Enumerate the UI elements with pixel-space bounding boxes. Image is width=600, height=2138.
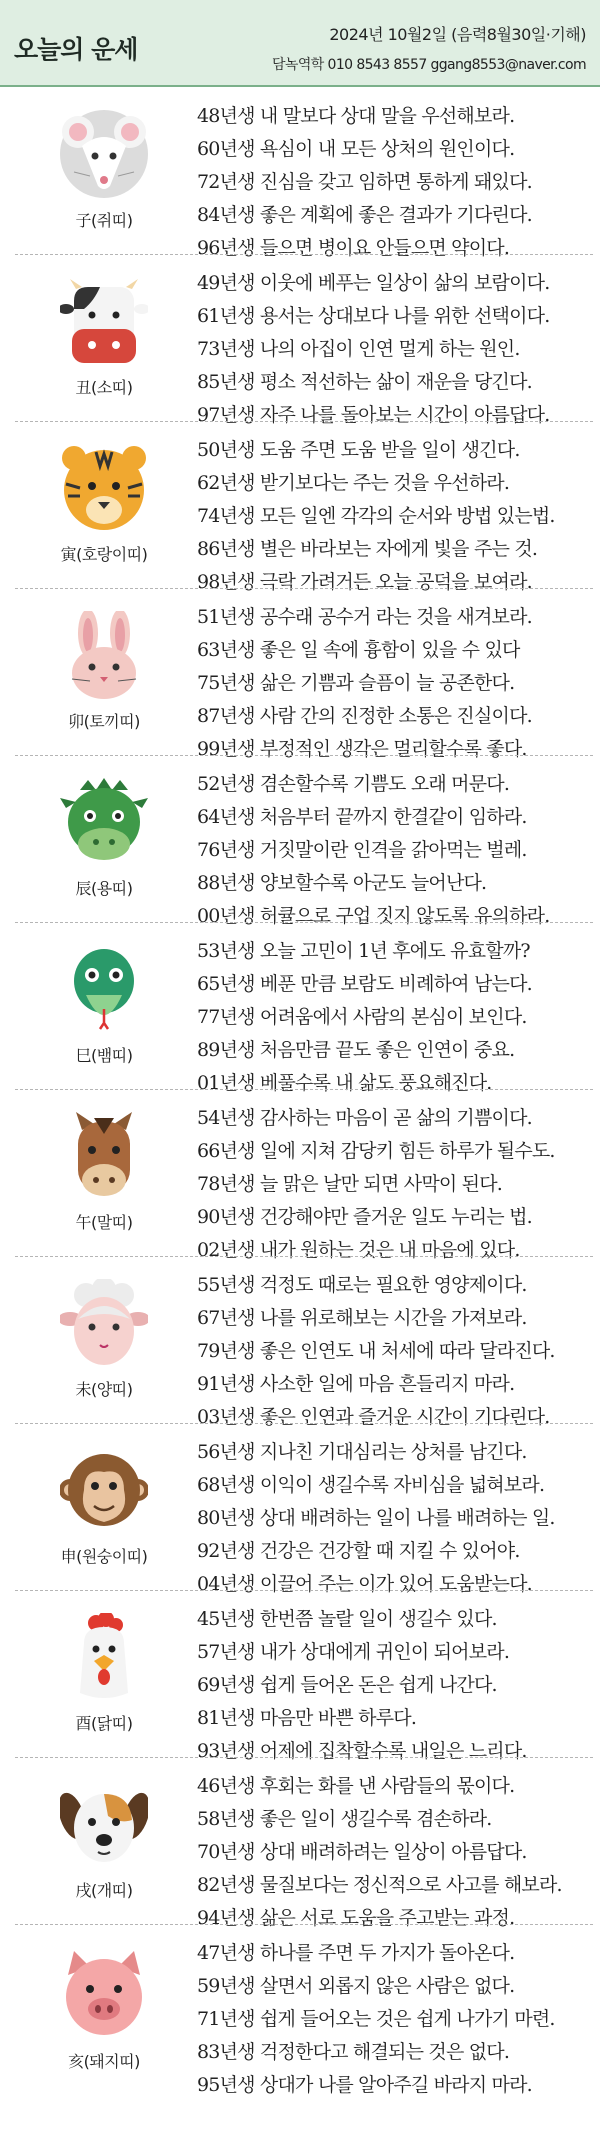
rabbit-icon bbox=[60, 611, 148, 699]
fortune-line: 02년생 내가 원하는 것은 내 마음에 있다. bbox=[197, 1239, 520, 1261]
fortune-line: 01년생 베풀수록 내 삶도 풍요해진다. bbox=[197, 1072, 492, 1094]
fortune-line: 57년생 내가 상대에게 귀인이 되어보라. bbox=[197, 1641, 510, 1663]
fortune-lines bbox=[197, 1102, 555, 1267]
pig-icon bbox=[60, 1949, 148, 2037]
zodiac-entry-dragon bbox=[15, 755, 593, 927]
fortune-line: 03년생 좋은 인연과 즐거운 시간이 기다린다. bbox=[197, 1406, 550, 1428]
fortune-line: 04년생 이끌어 주는 이가 있어 도움받는다. bbox=[197, 1573, 532, 1595]
fortune-line: 81년생 마음만 바쁜 하루다. bbox=[197, 1707, 417, 1729]
fortune-line: 98년생 극락 가려거든 오늘 공덕을 보여라. bbox=[197, 571, 532, 593]
fortune-lines bbox=[197, 601, 532, 766]
fortune-lines bbox=[197, 935, 532, 1100]
zodiac-label: 未(양띠) bbox=[75, 1380, 133, 1399]
fortune-line: 95년생 상대가 나를 알아주길 바라지 마라. bbox=[197, 2074, 532, 2096]
fortune-line: 97년생 자주 나를 돌아보는 시간이 아름답다. bbox=[197, 404, 550, 426]
fortune-line: 55년생 걱정도 때로는 필요한 영양제이다. bbox=[197, 1274, 527, 1296]
zodiac-label: 寅(호랑이띠) bbox=[60, 545, 148, 564]
horse-icon bbox=[60, 1112, 148, 1200]
fortune-line: 72년생 진심을 갖고 임하면 통하게 돼있다. bbox=[197, 171, 532, 193]
zodiac-entry-rat bbox=[15, 88, 593, 259]
fortune-line: 56년생 지나친 기대심리는 상처를 남긴다. bbox=[197, 1441, 527, 1463]
fortune-line: 79년생 좋은 인연도 내 처세에 따라 달라진다. bbox=[197, 1340, 555, 1362]
sheep-icon bbox=[60, 1279, 148, 1367]
fortune-lines bbox=[197, 1269, 555, 1434]
zodiac-entry-sheep bbox=[15, 1256, 593, 1428]
fortune-line: 54년생 감사하는 마음이 곧 삶의 기쁨이다. bbox=[197, 1107, 532, 1129]
fortune-line: 99년생 부정적인 생각은 멀리할수록 좋다. bbox=[197, 738, 527, 760]
zodiac-entry-pig bbox=[15, 1924, 593, 2094]
fortune-line: 60년생 욕심이 내 모든 상처의 원인이다. bbox=[197, 138, 515, 160]
fortune-line: 94년생 삶은 서로 도움을 주고받는 과정. bbox=[197, 1907, 515, 1929]
date-line: 2024년 10월2일 (음력8월30일·기해) bbox=[329, 25, 586, 44]
fortune-line: 58년생 좋은 일이 생길수록 겸손하라. bbox=[197, 1808, 492, 1830]
fortune-line: 90년생 건강해야만 즐거운 일도 누리는 법. bbox=[197, 1206, 532, 1228]
fortune-lines bbox=[197, 100, 532, 265]
fortune-line: 91년생 사소한 일에 마음 흔들리지 마라. bbox=[197, 1373, 515, 1395]
fortune-line: 46년생 후회는 화를 낸 사람들의 몫이다. bbox=[197, 1775, 515, 1797]
fortune-line: 67년생 나를 위로해보는 시간을 가져보라. bbox=[197, 1307, 527, 1329]
zodiac-entry-horse bbox=[15, 1089, 593, 1261]
fortune-line: 66년생 일에 지쳐 감당키 힘든 하루가 될수도. bbox=[197, 1140, 555, 1162]
fortune-line: 47년생 하나를 주면 두 가지가 돌아온다. bbox=[197, 1942, 515, 1964]
zodiac-label: 戌(개띠) bbox=[75, 1881, 133, 1900]
zodiac-label: 亥(돼지띠) bbox=[68, 2052, 140, 2071]
fortune-line: 65년생 베푼 만큼 보람도 비례하여 남는다. bbox=[197, 973, 532, 995]
header-bar bbox=[0, 0, 600, 87]
fortune-line: 62년생 받기보다는 주는 것을 우선하라. bbox=[197, 472, 510, 494]
fortune-line: 70년생 상대 배려하려는 일상이 아름답다. bbox=[197, 1841, 527, 1863]
zodiac-label: 申(원숭이띠) bbox=[60, 1547, 148, 1566]
zodiac-entry-tiger bbox=[15, 421, 593, 593]
fortune-line: 74년생 모든 일엔 각각의 순서와 방법 있는법. bbox=[197, 505, 555, 527]
fortune-line: 48년생 내 말보다 상대 말을 우선해보라. bbox=[197, 105, 515, 127]
fortune-line: 82년생 물질보다는 정신적으로 사고를 해보라. bbox=[197, 1874, 562, 1896]
fortune-line: 51년생 공수래 공수거 라는 것을 새겨보라. bbox=[197, 606, 532, 628]
fortune-line: 83년생 걱정한다고 해결되는 것은 없다. bbox=[197, 2041, 510, 2063]
monkey-icon bbox=[60, 1446, 148, 1534]
fortune-line: 86년생 별은 바라보는 자에게 빛을 주는 것. bbox=[197, 538, 538, 560]
fortune-line: 84년생 좋은 계획에 좋은 결과가 기다린다. bbox=[197, 204, 532, 226]
fortune-line: 61년생 용서는 상대보다 나를 위한 선택이다. bbox=[197, 305, 550, 327]
contact-line: 담녹역학 010 8543 8557 ggang8553@naver.com bbox=[272, 57, 586, 73]
fortune-line: 73년생 나의 아집이 인연 멀게 하는 원인. bbox=[197, 338, 520, 360]
fortune-line: 69년생 쉽게 들어온 돈은 쉽게 나간다. bbox=[197, 1674, 497, 1696]
fortune-line: 77년생 어려움에서 사람의 본심이 보인다. bbox=[197, 1006, 527, 1028]
fortune-lines bbox=[197, 434, 555, 599]
zodiac-entry-snake bbox=[15, 922, 593, 1094]
fortune-line: 87년생 사람 간의 진정한 소통은 진실이다. bbox=[197, 705, 532, 727]
fortune-line: 88년생 양보할수록 아군도 늘어난다. bbox=[197, 872, 487, 894]
fortune-line: 68년생 이익이 생길수록 자비심을 넓혀보라. bbox=[197, 1474, 545, 1496]
zodiac-label: 子(쥐띠) bbox=[75, 211, 133, 230]
fortune-lines bbox=[197, 1436, 555, 1601]
zodiac-label: 丑(소띠) bbox=[75, 378, 133, 397]
zodiac-label: 辰(용띠) bbox=[75, 879, 133, 898]
zodiac-label: 酉(닭띠) bbox=[75, 1714, 133, 1733]
fortune-line: 52년생 겸손할수록 기쁨도 오래 머문다. bbox=[197, 773, 510, 795]
fortune-line: 85년생 평소 적선하는 삶이 재운을 당긴다. bbox=[197, 371, 532, 393]
tiger-icon bbox=[60, 444, 148, 532]
fortune-line: 92년생 건강은 건강할 때 지킬 수 있어야. bbox=[197, 1540, 520, 1562]
fortune-line: 59년생 살면서 외롭지 않은 사람은 없다. bbox=[197, 1975, 515, 1997]
zodiac-entry-rabbit bbox=[15, 588, 593, 760]
fortune-line: 45년생 한번쯤 놀랄 일이 생길수 있다. bbox=[197, 1608, 497, 1630]
zodiac-entry-monkey bbox=[15, 1423, 593, 1595]
fortune-line: 50년생 도움 주면 도움 받을 일이 생긴다. bbox=[197, 439, 520, 461]
fortune-line: 64년생 처음부터 끝까지 한결같이 임하라. bbox=[197, 806, 527, 828]
dog-icon bbox=[60, 1780, 148, 1868]
zodiac-label: 卯(토끼띠) bbox=[68, 712, 140, 731]
fortune-lines bbox=[197, 1603, 527, 1768]
zodiac-label: 午(말띠) bbox=[75, 1213, 133, 1232]
snake-icon bbox=[60, 945, 148, 1033]
fortune-line: 71년생 쉽게 들어오는 것은 쉽게 나가기 마련. bbox=[197, 2008, 555, 2030]
fortune-lines bbox=[197, 1937, 555, 2102]
fortune-line: 76년생 거짓말이란 인격을 갉아먹는 벌레. bbox=[197, 839, 527, 861]
ox-icon bbox=[60, 279, 148, 367]
dragon-icon bbox=[60, 778, 148, 866]
zodiac-label: 巳(뱀띠) bbox=[75, 1046, 133, 1065]
fortune-line: 96년생 들으면 병이요 안들으면 약이다. bbox=[197, 237, 510, 259]
rat-icon bbox=[60, 110, 148, 198]
fortune-line: 80년생 상대 배려하는 일이 나를 배려하는 일. bbox=[197, 1507, 555, 1529]
fortune-line: 75년생 삶은 기쁨과 슬픔이 늘 공존한다. bbox=[197, 672, 515, 694]
zodiac-entry-ox bbox=[15, 254, 593, 426]
fortune-lines bbox=[197, 1770, 562, 1935]
fortune-line: 89년생 처음만큼 끝도 좋은 인연이 중요. bbox=[197, 1039, 515, 1061]
fortune-line: 53년생 오늘 고민이 1년 후에도 유효할까? bbox=[197, 940, 530, 962]
fortune-lines bbox=[197, 267, 549, 432]
fortune-line: 63년생 좋은 일 속에 흉함이 있을 수 있다 bbox=[197, 639, 520, 661]
fortune-line: 49년생 이웃에 베푸는 일상이 삶의 보람이다. bbox=[197, 272, 550, 294]
fortune-line: 00년생 허큘으로 구업 짓지 않도록 유의하라. bbox=[197, 905, 550, 927]
fortune-line: 78년생 늘 맑은 날만 되면 사막이 된다. bbox=[197, 1173, 503, 1195]
fortune-lines bbox=[197, 768, 549, 933]
rooster-icon bbox=[60, 1613, 148, 1701]
page-title: 오늘의 운세 bbox=[14, 35, 138, 64]
fortune-line: 93년생 어제에 집착할수록 내일은 느리다. bbox=[197, 1740, 527, 1762]
zodiac-entry-dog bbox=[15, 1757, 593, 1929]
zodiac-entry-rooster bbox=[15, 1590, 593, 1762]
